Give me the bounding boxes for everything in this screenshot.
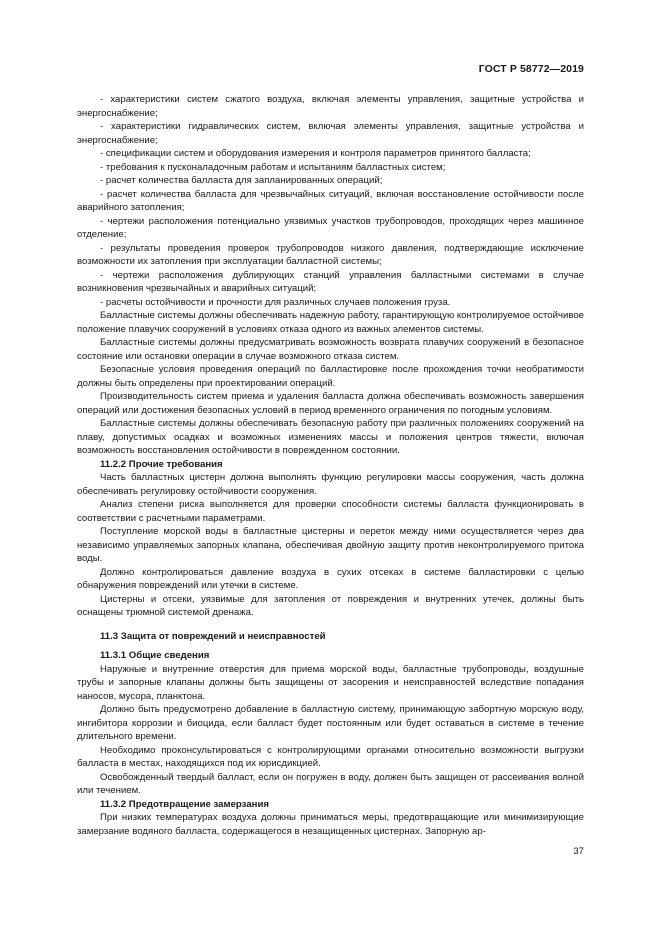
document-body xyxy=(77,93,584,838)
body-paragraph: - расчет количества балласта для запланированных операций; xyxy=(100,175,383,186)
body-paragraph: - расчет количества балласта для чрезвычайных ситуаций, включая восстановление остойчивости после аварийного затопления; xyxy=(77,188,584,213)
body-paragraph: При низких температурах воздуха должны приниматься меры, предотвращающие или минимизирующие замерзание водяного балласта, содержащегося в незащищенных цистернах. Запорную ар- xyxy=(77,812,584,837)
section-heading: 11.2.2 Прочие требования xyxy=(100,458,223,470)
body-paragraph: - характеристики гидравлических систем, включая элементы управления, защитные устройства и энергоснабжение; xyxy=(77,121,584,146)
section-heading: 11.3 Защита от повреждений и неисправностей xyxy=(100,630,326,642)
body-paragraph: - характеристики систем сжатого воздуха, включая элементы управления, защитные устройства и энергоснабжение; xyxy=(77,94,584,119)
body-paragraph: Освобожденный твердый балласт, если он погружен в воду, должен быть защищен от рассеивания волной или течением. xyxy=(77,771,584,796)
body-paragraph: Наружные и внутренние отверстия для приема морской воды, балластные трубопроводы, воздушные трубы и запорные клапаны должны быть защищены от засорения и неисправностей вследствие попадания наносов, мусора, планктона. xyxy=(77,663,584,702)
body-paragraph: Поступление морской воды в балластные цистерны и переток между ними осуществляется через два независимо управляемых запорных клапана, обеспечивая двойную защиту против неконтролируемого притока воды. xyxy=(77,526,584,564)
body-paragraph: Необходимо проконсультироваться с контролирующими органами относительно возможности выгрузки балласта в местах, находящихся под их юрисдикцией. xyxy=(77,744,584,769)
section-heading: 11.3.2 Предотвращение замерзания xyxy=(100,798,269,810)
body-paragraph: - результаты проведения проверок трубопроводов низкого давления, подтверждающие исключение возможности их затопления при эксплуатации балластной системы; xyxy=(77,242,584,267)
body-paragraph: Часть балластных цистерн должна выполнять функцию регулировки массы сооружения, часть должна обеспечивать регулировку остойчивости сооружения. xyxy=(77,472,584,497)
body-paragraph: Балластные системы должны предусматривать возможность возврата плавучих сооружений в безопасное состояние или остановки операции в случае возможного отказа систем. xyxy=(77,337,584,362)
document-code-header: ГОСТ Р 58772—2019 xyxy=(478,63,584,75)
body-paragraph: - расчеты остойчивости и прочности для различных случаев положения груза. xyxy=(100,296,451,308)
body-paragraph: Анализ степени риска выполняется для проверки способности системы балласта функционировать в соответствии с расчетными параметрами. xyxy=(77,499,584,524)
section-heading: 11.3.1 Общие сведения xyxy=(100,650,210,661)
body-paragraph: Балластные системы должны обеспечивать надежную работу, гарантирующую контролируемое остойчивое положение плавучих сооружений в условиях отказа одного из важных элементов системы. xyxy=(77,310,584,335)
body-paragraph: - чертежи расположения потенциально уязвимых участков трубопроводов, проходящих через машинное отделение; xyxy=(77,215,584,240)
body-paragraph: Балластные системы должны обеспечивать безопасную работу при различных положениях сооружений на плаву, допустимых осадках и возможных изменениях массы и положения центров тяжести, включая возможность восстановления остойчивости в поврежденном состоянии. xyxy=(77,418,584,456)
page-number: 37 xyxy=(573,846,584,857)
body-paragraph: - требования к пусконаладочным работам и испытаниям балластных систем; xyxy=(100,161,446,173)
body-paragraph: Должно быть предусмотрено добавление в балластную систему, принимающую забортную морскую воду, ингибитора коррозии и биоцида, если балласт будет постоянным или будет оставаться в системе в течение длительного времени. xyxy=(77,704,584,742)
body-paragraph: - спецификации систем и оборудования измерения и контроля параметров принятого балласта; xyxy=(100,148,531,159)
body-paragraph: - чертежи расположения дублирующих станций управления балластными системами в случае возникновения чрезвычайных и аварийных ситуаций; xyxy=(77,269,584,294)
body-paragraph: Должно контролироваться давление воздуха в сухих отсеках в системе балластировки с целью обнаружения повреждений или утечки в системе. xyxy=(77,566,584,591)
body-paragraph: Цистерны и отсеки, уязвимые для затопления от повреждения и внутренних утечек, должны быть оснащены трюмной системой дренажа. xyxy=(77,593,584,618)
body-paragraph: Производительность систем приема и удаления балласта должна обеспечивать возможность завершения операций или достижения безопасных условий в период временного ограничения по погодным условиям. xyxy=(77,391,584,416)
body-paragraph: Безопасные условия проведения операций по балластировке после прохождения точки необратимости должны быть определены при проектировании операций. xyxy=(77,364,584,389)
